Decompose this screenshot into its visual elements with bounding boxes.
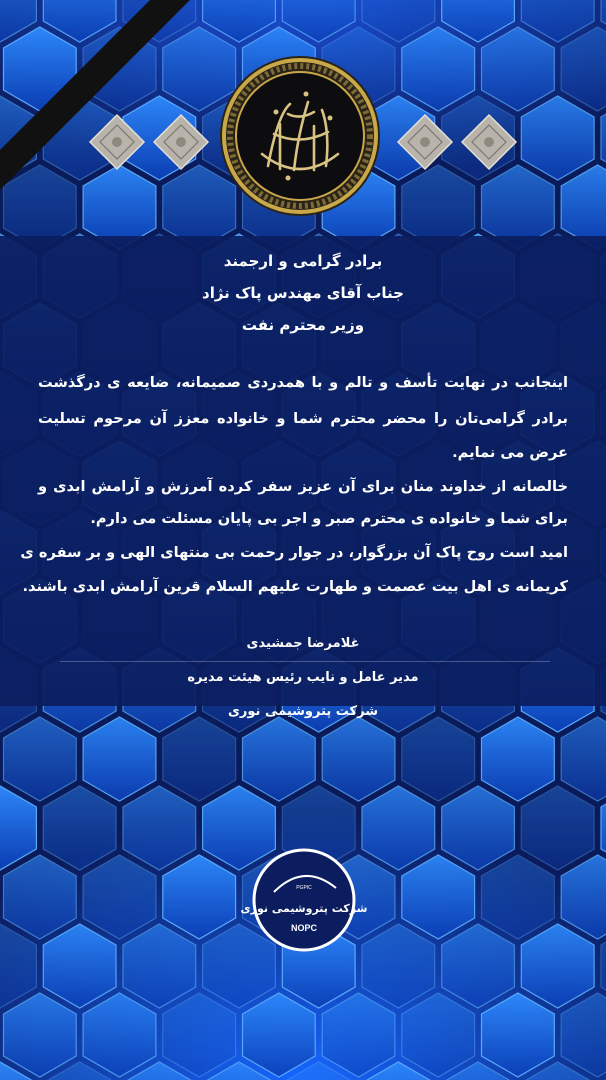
message-line: خالصانه از خداوند منان برای آن عزیز سفر کرده آمرزش و آرامش ابدی و bbox=[38, 478, 568, 495]
recipient-line-3: وزیر محترم نفت bbox=[241, 316, 365, 334]
divider bbox=[60, 661, 550, 662]
logo-abbr: NOPC bbox=[290, 923, 318, 933]
logo-name: شرکت پتروشیمی نوری bbox=[240, 902, 368, 915]
logo-sub: PGPIC bbox=[296, 885, 312, 891]
company-name: شرکت پتروشیمی نوری bbox=[228, 704, 378, 719]
recipient-line-1: برادر گرامی و ارجمند bbox=[223, 252, 383, 270]
message-line: عرض می نمایم. bbox=[452, 444, 568, 461]
message-line: برادر گرامی‌تان را محضر محترم شما و خانواده معزز آن مرحوم تسلیت bbox=[38, 410, 568, 427]
company-logo-icon bbox=[240, 848, 368, 952]
signatory-name: غلامرضا جمشیدی bbox=[246, 636, 360, 651]
recipient-line-2: جناب آقای مهندس پاک نژاد bbox=[202, 284, 404, 302]
signatory-title: مدیر عامل و نایب رئیس هیئت مدیره bbox=[187, 670, 419, 685]
message-line: کریمانه ی اهل بیت عصمت و طهارت علیهم السلام قرین آرامش ابدی باشند. bbox=[22, 578, 568, 595]
message-line: اینجانب در نهایت تأسف و تالم و با همدردی صمیمانه، ضایعه ی درگذشت bbox=[38, 374, 568, 391]
message-line: برای شما و خانواده ی محترم صبر و اجر بی پایان مسئلت می دارم. bbox=[90, 510, 568, 527]
message-line: امید است روح پاک آن بزرگوار، در جوار رحمت بی منتهای الهی و بر سفره ی bbox=[20, 544, 568, 561]
